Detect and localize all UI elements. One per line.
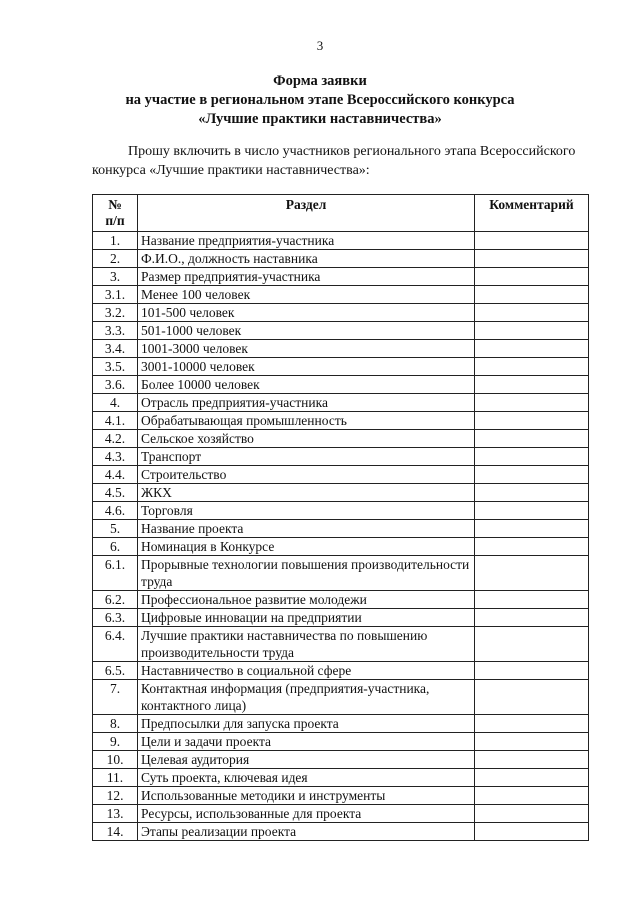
- row-number: 8.: [93, 715, 138, 733]
- row-section: Название предприятия-участника: [138, 232, 475, 250]
- row-section: Профессиональное развитие молодежи: [138, 591, 475, 609]
- table-header-row: [93, 195, 589, 232]
- row-section: Прорывные технологии повышения производительности труда: [138, 556, 475, 591]
- table-row: [93, 609, 589, 627]
- table-row: [93, 358, 589, 376]
- page-number: 3: [316, 38, 324, 53]
- row-section: Цели и задачи проекта: [138, 733, 475, 751]
- row-comment-cell[interactable]: [475, 466, 589, 484]
- row-number: 4.6.: [93, 502, 138, 520]
- table-row: [93, 430, 589, 448]
- row-section: Транспорт: [138, 448, 475, 466]
- row-comment-cell[interactable]: [475, 394, 589, 412]
- row-comment-cell[interactable]: [475, 823, 589, 841]
- table-row: [93, 268, 589, 286]
- row-section: Лучшие практики наставничества по повышению производительности труда: [138, 627, 475, 662]
- row-number: 6.: [93, 538, 138, 556]
- row-comment-cell[interactable]: [475, 484, 589, 502]
- row-comment-cell[interactable]: [475, 805, 589, 823]
- intro-line-1: Прошу включить в число участников регионального этапа Всероссийского: [128, 144, 576, 159]
- row-section: Использованные методики и инструменты: [138, 787, 475, 805]
- row-number: 6.1.: [93, 556, 138, 591]
- row-section: 501-1000 человек: [138, 322, 475, 340]
- row-section: Контактная информация (предприятия-участника, контактного лица): [138, 680, 475, 715]
- row-number: 14.: [93, 823, 138, 841]
- header-comment: Комментарий: [475, 195, 589, 232]
- table-row: [93, 823, 589, 841]
- table-row: [93, 484, 589, 502]
- row-number: 1.: [93, 232, 138, 250]
- table-row: [93, 591, 589, 609]
- row-section: Торговля: [138, 502, 475, 520]
- row-comment-cell[interactable]: [475, 448, 589, 466]
- row-section: 3001-10000 человек: [138, 358, 475, 376]
- row-number: 9.: [93, 733, 138, 751]
- row-section: 1001-3000 человек: [138, 340, 475, 358]
- row-number: 6.3.: [93, 609, 138, 627]
- row-number: 4.2.: [93, 430, 138, 448]
- row-number: 2.: [93, 250, 138, 268]
- table-row: [93, 556, 589, 591]
- intro-paragraph: [92, 142, 592, 180]
- row-section: Целевая аудитория: [138, 751, 475, 769]
- row-number: 3.: [93, 268, 138, 286]
- document-title: [0, 72, 640, 129]
- row-comment-cell[interactable]: [475, 430, 589, 448]
- row-comment-cell[interactable]: [475, 609, 589, 627]
- table-row: [93, 448, 589, 466]
- table-row: [93, 286, 589, 304]
- row-number: 5.: [93, 520, 138, 538]
- table-row: [93, 715, 589, 733]
- row-comment-cell[interactable]: [475, 769, 589, 787]
- table-row: [93, 376, 589, 394]
- table-row: [93, 250, 589, 268]
- row-comment-cell[interactable]: [475, 412, 589, 430]
- row-section: Суть проекта, ключевая идея: [138, 769, 475, 787]
- row-comment-cell[interactable]: [475, 662, 589, 680]
- table-row: [93, 322, 589, 340]
- table-row: [93, 751, 589, 769]
- row-number: 6.5.: [93, 662, 138, 680]
- table-row: [93, 412, 589, 430]
- row-section: 101-500 человек: [138, 304, 475, 322]
- row-number: 10.: [93, 751, 138, 769]
- row-number: 12.: [93, 787, 138, 805]
- row-comment-cell[interactable]: [475, 286, 589, 304]
- table-row: [93, 538, 589, 556]
- table-row: [93, 769, 589, 787]
- row-comment-cell[interactable]: [475, 538, 589, 556]
- row-comment-cell[interactable]: [475, 591, 589, 609]
- row-section: Размер предприятия-участника: [138, 268, 475, 286]
- application-form-table: [92, 194, 589, 841]
- row-section: Менее 100 человек: [138, 286, 475, 304]
- row-number: 4.5.: [93, 484, 138, 502]
- table-row: [93, 805, 589, 823]
- row-comment-cell[interactable]: [475, 376, 589, 394]
- title-line-3: «Лучшие практики наставничества»: [198, 111, 442, 127]
- row-section: Номинация в Конкурсе: [138, 538, 475, 556]
- row-number: 3.4.: [93, 340, 138, 358]
- table-row: [93, 502, 589, 520]
- row-comment-cell[interactable]: [475, 715, 589, 733]
- row-comment-cell[interactable]: [475, 304, 589, 322]
- row-number: 3.6.: [93, 376, 138, 394]
- row-section: Цифровые инновации на предприятии: [138, 609, 475, 627]
- row-section: Наставничество в социальной сфере: [138, 662, 475, 680]
- row-number: 3.3.: [93, 322, 138, 340]
- row-comment-cell[interactable]: [475, 340, 589, 358]
- title-line-2: на участие в региональном этапе Всероссийского конкурса: [125, 92, 515, 108]
- table-row: [93, 520, 589, 538]
- header-number-symbol: №: [108, 197, 122, 212]
- row-comment-cell[interactable]: [475, 787, 589, 805]
- table-row: [93, 627, 589, 662]
- row-section: Строительство: [138, 466, 475, 484]
- row-comment-cell[interactable]: [475, 358, 589, 376]
- table-row: [93, 787, 589, 805]
- row-number: 13.: [93, 805, 138, 823]
- header-number: [93, 195, 138, 232]
- header-section: Раздел: [138, 195, 475, 232]
- row-number: 6.4.: [93, 627, 138, 662]
- row-number: 7.: [93, 680, 138, 715]
- table-row: [93, 232, 589, 250]
- table-row: [93, 733, 589, 751]
- row-comment-cell[interactable]: [475, 250, 589, 268]
- row-section: Этапы реализации проекта: [138, 823, 475, 841]
- table-row: [93, 304, 589, 322]
- row-comment-cell[interactable]: [475, 502, 589, 520]
- row-number: 3.5.: [93, 358, 138, 376]
- row-section: Ф.И.О., должность наставника: [138, 250, 475, 268]
- table-body: [93, 232, 589, 841]
- intro-line-2: конкурса «Лучшие практики наставничества»:: [92, 163, 370, 178]
- row-section: ЖКХ: [138, 484, 475, 502]
- row-section: Обрабатывающая промышленность: [138, 412, 475, 430]
- row-comment-cell[interactable]: [475, 733, 589, 751]
- row-number: 4.1.: [93, 412, 138, 430]
- row-number: 4.: [93, 394, 138, 412]
- row-comment-cell[interactable]: [475, 627, 589, 662]
- title-line-1: Форма заявки: [273, 73, 367, 89]
- table-row: [93, 466, 589, 484]
- row-number: 3.1.: [93, 286, 138, 304]
- row-comment-cell[interactable]: [475, 556, 589, 591]
- row-section: Предпосылки для запуска проекта: [138, 715, 475, 733]
- row-number: 6.2.: [93, 591, 138, 609]
- row-section: Отрасль предприятия-участника: [138, 394, 475, 412]
- row-comment-cell[interactable]: [475, 520, 589, 538]
- table-row: [93, 680, 589, 715]
- row-number: 11.: [93, 769, 138, 787]
- row-comment-cell[interactable]: [475, 232, 589, 250]
- row-number: 4.4.: [93, 466, 138, 484]
- row-section: Ресурсы, использованные для проекта: [138, 805, 475, 823]
- row-number: 3.2.: [93, 304, 138, 322]
- row-number: 4.3.: [93, 448, 138, 466]
- table-row: [93, 662, 589, 680]
- table-row: [93, 340, 589, 358]
- row-comment-cell[interactable]: [475, 680, 589, 715]
- row-section: Более 10000 человек: [138, 376, 475, 394]
- row-comment-cell[interactable]: [475, 322, 589, 340]
- row-comment-cell[interactable]: [475, 751, 589, 769]
- row-section: Сельское хозяйство: [138, 430, 475, 448]
- header-number-abbrev: п/п: [105, 213, 125, 228]
- table-row: [93, 394, 589, 412]
- row-section: Название проекта: [138, 520, 475, 538]
- row-comment-cell[interactable]: [475, 268, 589, 286]
